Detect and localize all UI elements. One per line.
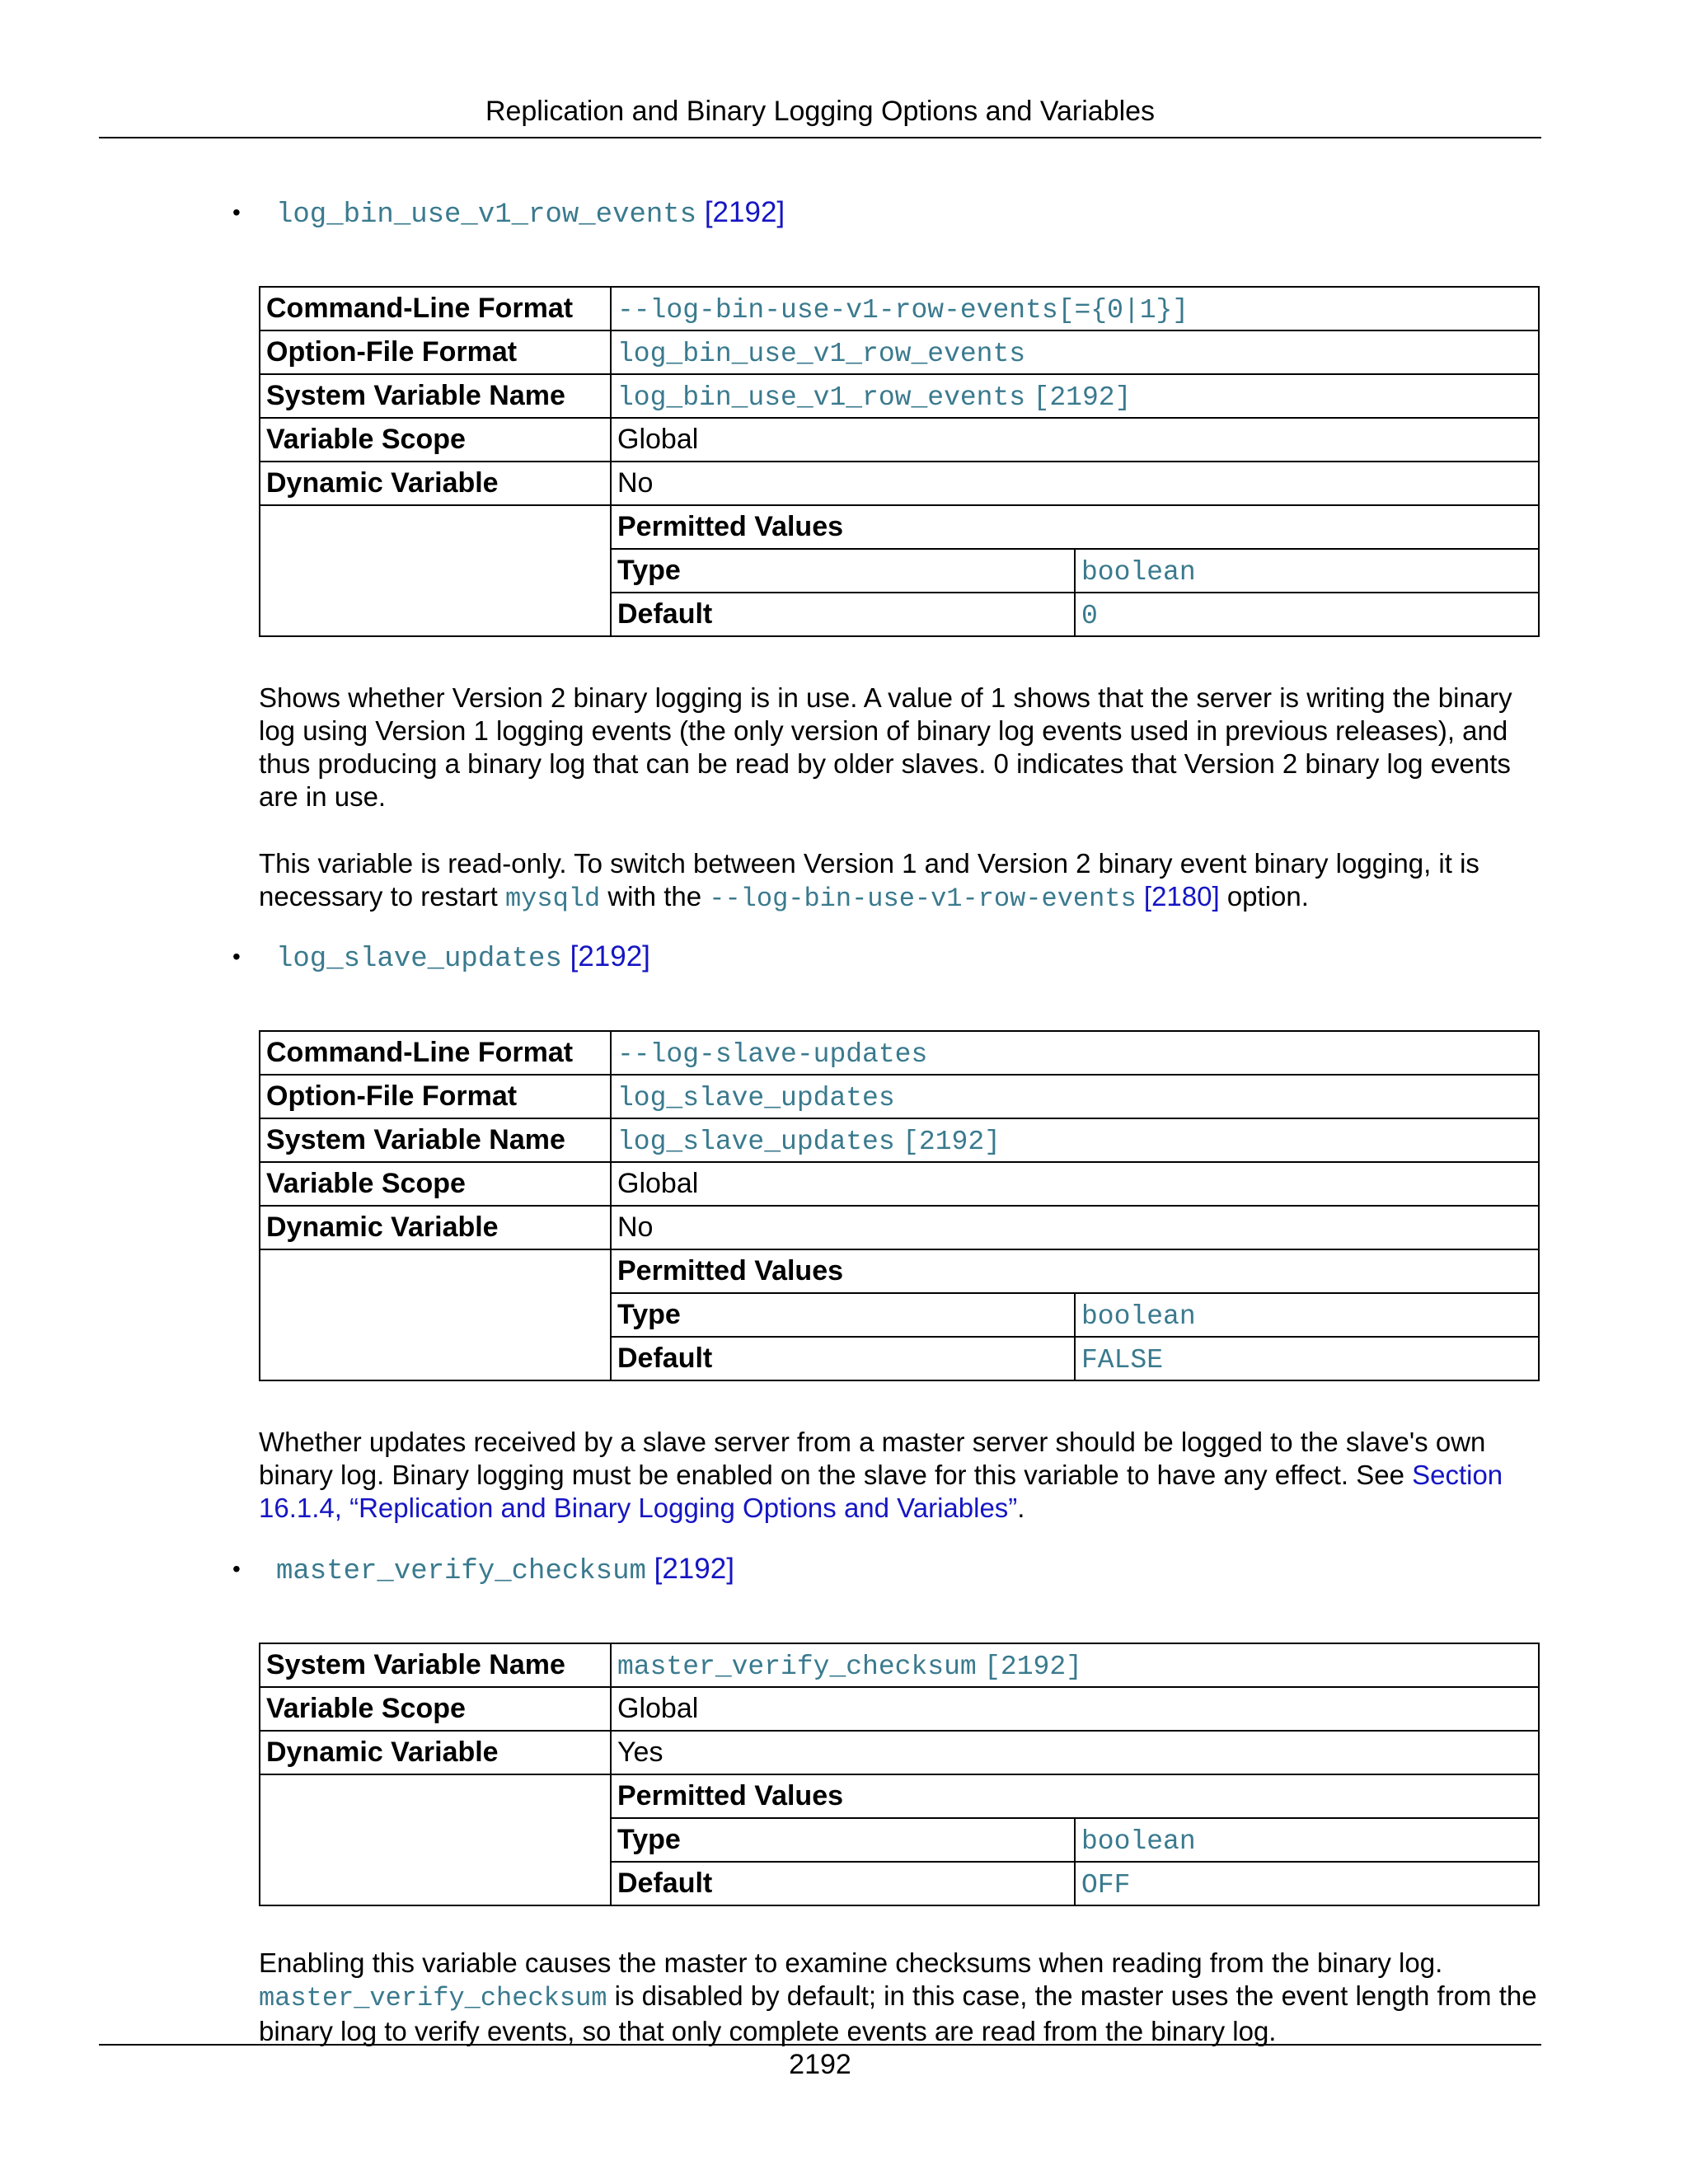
system-variable-ref[interactable]: [2192] bbox=[1033, 382, 1132, 413]
system-variable-ref[interactable]: [2192] bbox=[903, 1126, 1001, 1157]
table-row bbox=[260, 1249, 1539, 1380]
row-value bbox=[611, 1118, 1539, 1162]
row-label: Dynamic Variable bbox=[260, 462, 611, 505]
permitted-values-table bbox=[612, 1250, 1538, 1380]
page-number: 2192 bbox=[789, 2049, 851, 2080]
permitted-values-table bbox=[612, 506, 1538, 635]
default-value: 0 bbox=[1081, 600, 1098, 631]
type-value: boolean bbox=[1081, 1301, 1196, 1332]
variable-scope-value: Global bbox=[611, 1162, 1539, 1206]
default-label: Default bbox=[612, 593, 1075, 635]
row-label: Command-Line Format bbox=[260, 287, 611, 330]
row-label: Variable Scope bbox=[260, 1687, 611, 1731]
permitted-values-heading: Permitted Values bbox=[617, 511, 844, 542]
table-row bbox=[260, 1031, 1539, 1075]
command-line-value: --log-bin-use-v1-row-events[={0|1}] bbox=[617, 294, 1189, 326]
table-row bbox=[260, 1687, 1539, 1731]
description-paragraph bbox=[259, 847, 1545, 916]
table-row bbox=[260, 505, 1539, 636]
system-variable-link[interactable]: log_bin_use_v1_row_events bbox=[617, 382, 1026, 413]
row-label: System Variable Name bbox=[260, 374, 611, 418]
master-verify-checksum-link[interactable]: master_verify_checksum bbox=[259, 1983, 607, 2013]
footer-rule bbox=[99, 2044, 1541, 2046]
description-paragraph bbox=[259, 1947, 1545, 2048]
table-row bbox=[260, 418, 1539, 462]
table-row bbox=[260, 462, 1539, 505]
empty-cell bbox=[260, 505, 611, 636]
row-value bbox=[611, 1643, 1539, 1687]
entry-page-ref[interactable]: [2192] bbox=[704, 196, 785, 228]
variable-scope-value: Global bbox=[611, 418, 1539, 462]
table-row bbox=[260, 1774, 1539, 1905]
running-header: Replication and Binary Logging Options and Variables bbox=[485, 96, 1156, 127]
default-value-cell bbox=[1075, 593, 1538, 635]
type-label: Type bbox=[612, 1818, 1075, 1862]
row-label: Variable Scope bbox=[260, 1162, 611, 1206]
table-row bbox=[260, 330, 1539, 374]
table-row bbox=[260, 1206, 1539, 1249]
permitted-values-cell bbox=[611, 1249, 1539, 1380]
row-label: Variable Scope bbox=[260, 418, 611, 462]
permitted-values-cell bbox=[611, 1774, 1539, 1905]
row-label: Dynamic Variable bbox=[260, 1731, 611, 1774]
option-file-value: log_bin_use_v1_row_events bbox=[617, 338, 1026, 369]
bullet-icon: • bbox=[232, 944, 241, 969]
paragraph-text: option. bbox=[1219, 881, 1309, 912]
paragraph-text: Enabling this variable causes the master to examine checksums when reading from the binary log. bbox=[259, 1947, 1443, 1978]
dynamic-variable-value: Yes bbox=[611, 1731, 1539, 1774]
row-value bbox=[611, 287, 1539, 330]
row-label: System Variable Name bbox=[260, 1118, 611, 1162]
row-label: Option-File Format bbox=[260, 330, 611, 374]
default-value-cell bbox=[1075, 1862, 1538, 1905]
entry-page-ref[interactable]: [2192] bbox=[654, 1553, 734, 1585]
default-label: Default bbox=[612, 1862, 1075, 1905]
section-link[interactable]: Section 16.1.4, “Replication and Binary Logging Options and Variables” bbox=[259, 1460, 1503, 1523]
row-label: Command-Line Format bbox=[260, 1031, 611, 1075]
type-label: Type bbox=[612, 1293, 1075, 1337]
header-rule bbox=[99, 137, 1541, 138]
row-label: Dynamic Variable bbox=[260, 1206, 611, 1249]
default-value: FALSE bbox=[1081, 1344, 1164, 1376]
options-table-log-slave-updates bbox=[259, 1030, 1540, 1381]
table-row bbox=[260, 1075, 1539, 1118]
entry-name-link[interactable]: log_bin_use_v1_row_events bbox=[276, 199, 697, 231]
system-variable-link[interactable]: master_verify_checksum bbox=[617, 1651, 977, 1682]
dynamic-variable-value: No bbox=[611, 462, 1539, 505]
row-value bbox=[611, 1075, 1539, 1118]
empty-cell bbox=[260, 1249, 611, 1380]
row-value bbox=[611, 330, 1539, 374]
options-table-log-bin-use-v1-row-events bbox=[259, 286, 1540, 637]
table-row bbox=[260, 1731, 1539, 1774]
default-label: Default bbox=[612, 1337, 1075, 1380]
permitted-values-heading: Permitted Values bbox=[617, 1780, 844, 1811]
description-paragraph: Shows whether Version 2 binary logging is in use. A value of 1 shows that the server is writing the binary log using Version 1 logging events (the only version of binary log events used in previous releases), and thus producing a binary log that can be read by older slaves. 0 indicates that Version 2 binary log events are in use. bbox=[259, 682, 1512, 812]
type-value-cell bbox=[1075, 1818, 1538, 1862]
dynamic-variable-value: No bbox=[611, 1206, 1539, 1249]
default-value-cell bbox=[1075, 1337, 1538, 1380]
type-label: Type bbox=[612, 549, 1075, 593]
options-table-master-verify-checksum bbox=[259, 1643, 1540, 1906]
command-line-value: --log-slave-updates bbox=[617, 1038, 928, 1070]
table-row bbox=[260, 1118, 1539, 1162]
type-value-cell bbox=[1075, 549, 1538, 593]
paragraph-text: with the bbox=[600, 881, 710, 912]
type-value-cell bbox=[1075, 1293, 1538, 1337]
system-variable-ref[interactable]: [2192] bbox=[984, 1651, 1082, 1682]
entry-name-link[interactable]: master_verify_checksum bbox=[276, 1556, 646, 1587]
option-page-ref[interactable]: [2180] bbox=[1143, 881, 1220, 912]
paragraph-text: This variable is read-only. To switch between Version 1 and Version 2 binary event binary logging, it is necessary to restart bbox=[259, 848, 1479, 912]
empty-cell bbox=[260, 1774, 611, 1905]
type-value: boolean bbox=[1081, 556, 1196, 588]
table-row bbox=[260, 287, 1539, 330]
table-row bbox=[260, 1643, 1539, 1687]
option-file-value: log_slave_updates bbox=[617, 1082, 895, 1113]
row-value bbox=[611, 374, 1539, 418]
paragraph-text: is disabled by default; in this case, the master uses the event length from the binary log to verify events, so that only complete events are read from the binary log. bbox=[259, 1980, 1537, 2046]
description-paragraph bbox=[259, 1426, 1545, 1525]
type-value: boolean bbox=[1081, 1825, 1196, 1857]
row-label: Option-File Format bbox=[260, 1075, 611, 1118]
default-value: OFF bbox=[1081, 1869, 1131, 1900]
table-row bbox=[260, 1162, 1539, 1206]
table-row bbox=[260, 374, 1539, 418]
bullet-icon: • bbox=[232, 199, 241, 225]
entry-name-link[interactable]: log_slave_updates bbox=[276, 944, 562, 975]
entry-page-ref[interactable]: [2192] bbox=[570, 940, 650, 972]
option-link[interactable]: --log-bin-use-v1-row-events bbox=[709, 883, 1137, 914]
bullet-icon: • bbox=[232, 1556, 241, 1582]
permitted-values-heading: Permitted Values bbox=[617, 1255, 844, 1286]
system-variable-link[interactable]: log_slave_updates bbox=[617, 1126, 895, 1157]
permitted-values-cell bbox=[611, 505, 1539, 636]
row-label: System Variable Name bbox=[260, 1643, 611, 1687]
mysqld-link[interactable]: mysqld bbox=[504, 883, 601, 914]
paragraph-text: Whether updates received by a slave server from a master server should be logged to the slave's own binary log. Binary logging must be enabled on the slave for this variable to have any effect. See bbox=[259, 1427, 1486, 1490]
paragraph-text: . bbox=[1017, 1493, 1025, 1523]
permitted-values-table bbox=[612, 1775, 1538, 1905]
variable-scope-value: Global bbox=[611, 1687, 1539, 1731]
row-value bbox=[611, 1031, 1539, 1075]
